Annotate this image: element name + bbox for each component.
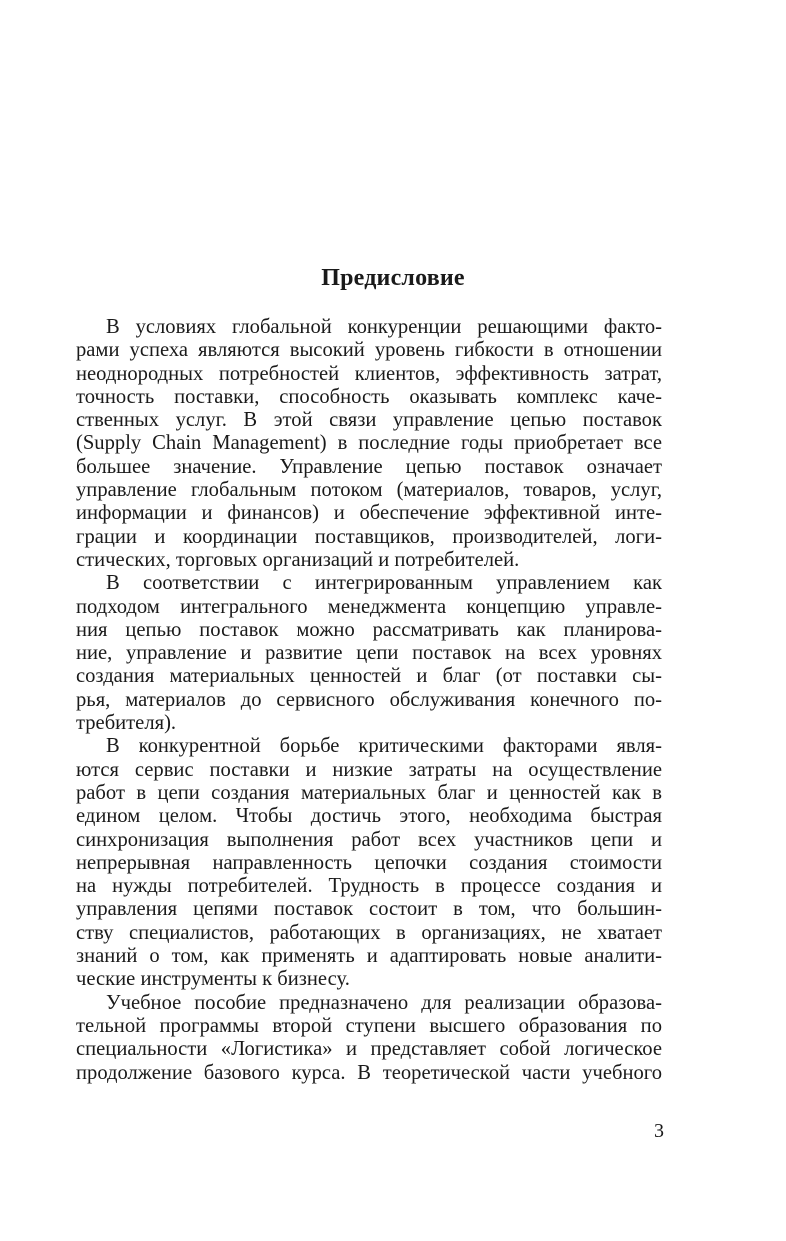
text-line: едином целом. Чтобы достичь этого, необходима быстрая [76, 805, 662, 828]
text-line: синхронизация выполнения работ всех участников цепи и [76, 828, 662, 851]
text-line: точность поставки, способность оказывать комплекс каче- [76, 385, 662, 408]
page-number: 3 [654, 1120, 664, 1142]
text-line: большее значение. Управление цепью поставок означает [76, 455, 662, 478]
text-line: В условиях глобальной конкуренции решающими факто- [106, 316, 662, 338]
text-line: продолжение базового курса. В теоретической части учебного [76, 1061, 662, 1084]
text-line: управление глобальным потоком (материалов, товаров, услуг, [76, 479, 662, 502]
text-line: требителя). [76, 712, 177, 735]
text-line: грации и координации поставщиков, производителей, логи- [76, 525, 662, 548]
text-line: ству специалистов, работающих в организациях, не хватает [76, 921, 662, 944]
text-line: (Supply Chain Management) в последние годы приобретает все [76, 432, 662, 455]
text-line: непрерывная направленность цепочки создания стоимости [76, 851, 662, 874]
text-line: создания материальных ценностей и благ (от поставки сы- [76, 665, 662, 688]
text-line: управления цепями поставок состоит в том, что большин- [76, 898, 662, 921]
text-line: ния цепью поставок можно рассматривать как планирова- [76, 618, 662, 641]
text-line: рья, материалов до сервисного обслуживания конечного по- [76, 688, 662, 711]
text-line: Учебное пособие предназначено для реализации образова- [106, 991, 662, 1014]
paragraph-4 [76, 992, 662, 1085]
text-line: информации и финансов) и обеспечение эффективной инте- [76, 502, 662, 525]
text-line: В соответствии с интегрированным управлением как [106, 572, 662, 595]
text-line: знаний о том, как применять и адаптировать новые аналити- [76, 945, 662, 968]
text-line: подходом интегрального менеджмента концепцию управле- [76, 595, 662, 618]
text-line: специальности «Логистика» и представляет собой логическое [76, 1038, 662, 1061]
paragraph-2 [76, 572, 662, 735]
text-line: ственных услуг. В этой связи управление цепью поставок [76, 409, 662, 432]
text-line: работ в цепи создания материальных благ и ценностей как в [76, 781, 662, 804]
paragraph-3 [76, 735, 662, 991]
text-line: ческие инструменты к бизнесу. [76, 968, 350, 991]
page-title: Предисловие [321, 265, 465, 291]
text-line: тельной программы второй ступени высшего образования по [76, 1014, 662, 1037]
body-text [76, 316, 662, 1085]
text-line: рами успеха являются высокий уровень гибкости в отношении [76, 339, 662, 362]
paragraph-1 [76, 316, 662, 572]
text-line: неоднородных потребностей клиентов, эффективность затрат, [76, 362, 662, 385]
text-line: на нужды потребителей. Трудность в процессе создания и [76, 875, 662, 898]
text-line: стических, торговых организаций и потребителей. [76, 548, 520, 571]
text-line: ние, управление и развитие цепи поставок на всех уровнях [76, 642, 662, 665]
text-line: ются сервис поставки и низкие затраты на осуществление [76, 758, 662, 781]
text-line: В конкурентной борьбе критическими факторами явля- [106, 735, 662, 758]
